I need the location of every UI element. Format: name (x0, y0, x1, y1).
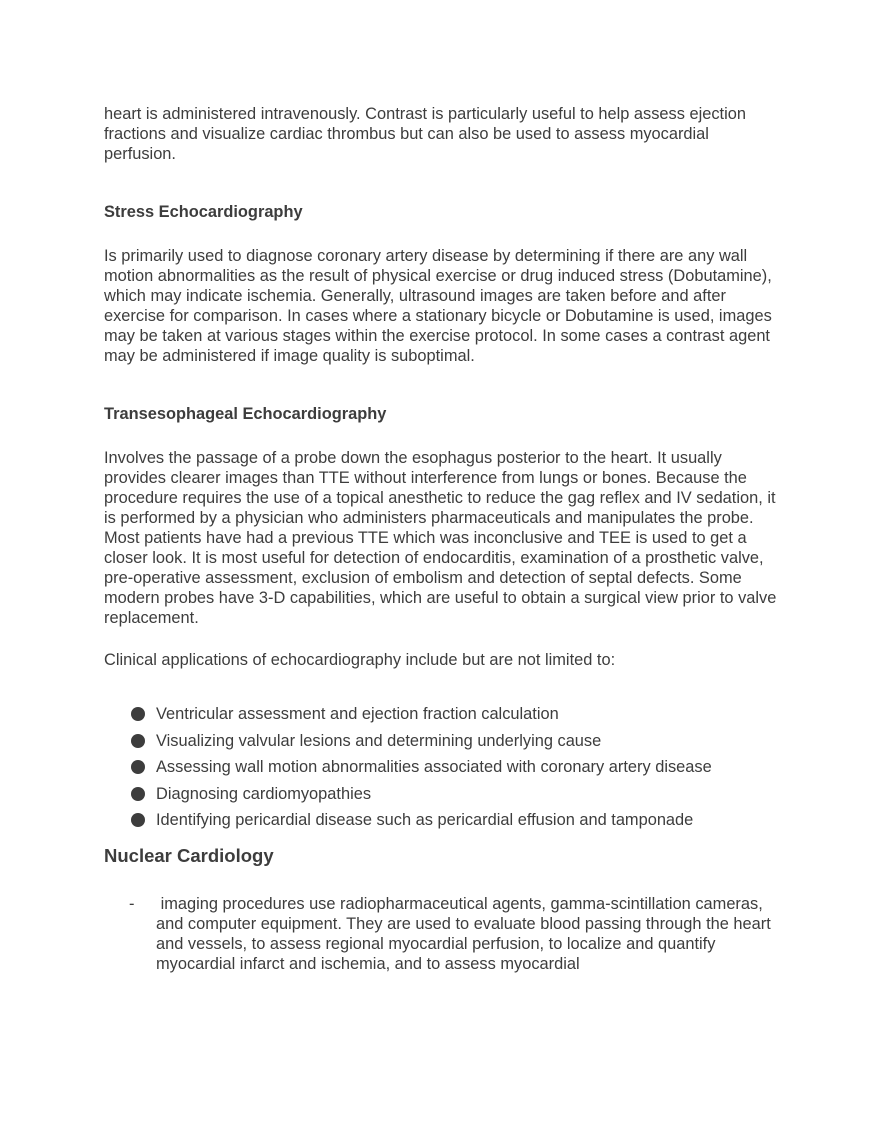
list-item (104, 704, 784, 731)
dash-marker: - (129, 894, 135, 913)
bullet-icon (131, 707, 145, 721)
nuclear-dash-item (104, 894, 784, 974)
clinical-applications-list (104, 704, 784, 837)
list-item (104, 784, 784, 811)
nuclear-paragraph: imaging procedures use radiopharmaceutical agents, gamma-scintillation cameras, and computer equipment. They are used to evaluate blood passing through the heart and vessels, to assess regional myocardial perfusion, to localize and quantify myocardial infarct and ischemia, and to assess myocardial (156, 894, 776, 973)
list-item (104, 757, 784, 784)
stress-echo-paragraph: Is primarily used to diagnose coronary artery disease by determining if there are any wall motion abnormalities as the result of physical exercise or drug induced stress (Dobutamine), which may indicate ischemia. Generally, ultrasound images are taken before and after exercise for comparison. In cases where a stationary bicycle or Dobutamine is used, images may be taken at various stages within the exercise protocol. In some cases a contrast agent may be administered if image quality is suboptimal. (104, 247, 772, 365)
nuclear-cardiology-heading: Nuclear Cardiology (104, 844, 274, 866)
tee-heading: Transesophageal Echocardiography (104, 405, 387, 423)
bullet-icon (131, 760, 145, 774)
list-item-text: Assessing wall motion abnormalities associated with coronary artery disease (156, 758, 712, 776)
list-item-text: Visualizing valvular lesions and determining underlying cause (156, 731, 602, 750)
stress-echo-heading: Stress Echocardiography (104, 203, 303, 221)
list-item-text: Ventricular assessment and ejection fraction calculation (156, 705, 559, 723)
list-item-text: Diagnosing cardiomyopathies (156, 784, 372, 803)
list-item-text: Identifying pericardial disease such as pericardial effusion and tamponade (156, 811, 694, 829)
list-item (104, 810, 784, 837)
list-item (104, 731, 784, 758)
bullet-icon (131, 734, 145, 748)
bullet-icon (131, 813, 145, 827)
intro-paragraph: heart is administered intravenously. Contrast is particularly useful to help assess ejection fractions and visualize cardiac thrombus but can also be used to assess myocardial perfusion. (104, 105, 746, 163)
tee-paragraph: Involves the passage of a probe down the esophagus posterior to the heart. It usually provides clearer images than TTE without interference from lungs or bones. Because the procedure requires the use of a topical anesthetic to reduce the gag reflex and IV sedation, it is performed by a physician who administers pharmaceuticals and manipulates the probe. Most patients have had a previous TTE which was inconclusive and TEE is used to get a closer look. It is most useful for detection of endocarditis, examination of a prosthetic valve, pre-operative assessment, exclusion of embolism and detection of septal defects. Some modern probes have 3-D capabilities, which are useful to obtain a surgical view prior to valve replacement. (104, 449, 777, 627)
bullet-icon (131, 787, 145, 801)
clinical-intro: Clinical applications of echocardiography include but are not limited to: (104, 651, 616, 669)
document-page (104, 104, 784, 974)
